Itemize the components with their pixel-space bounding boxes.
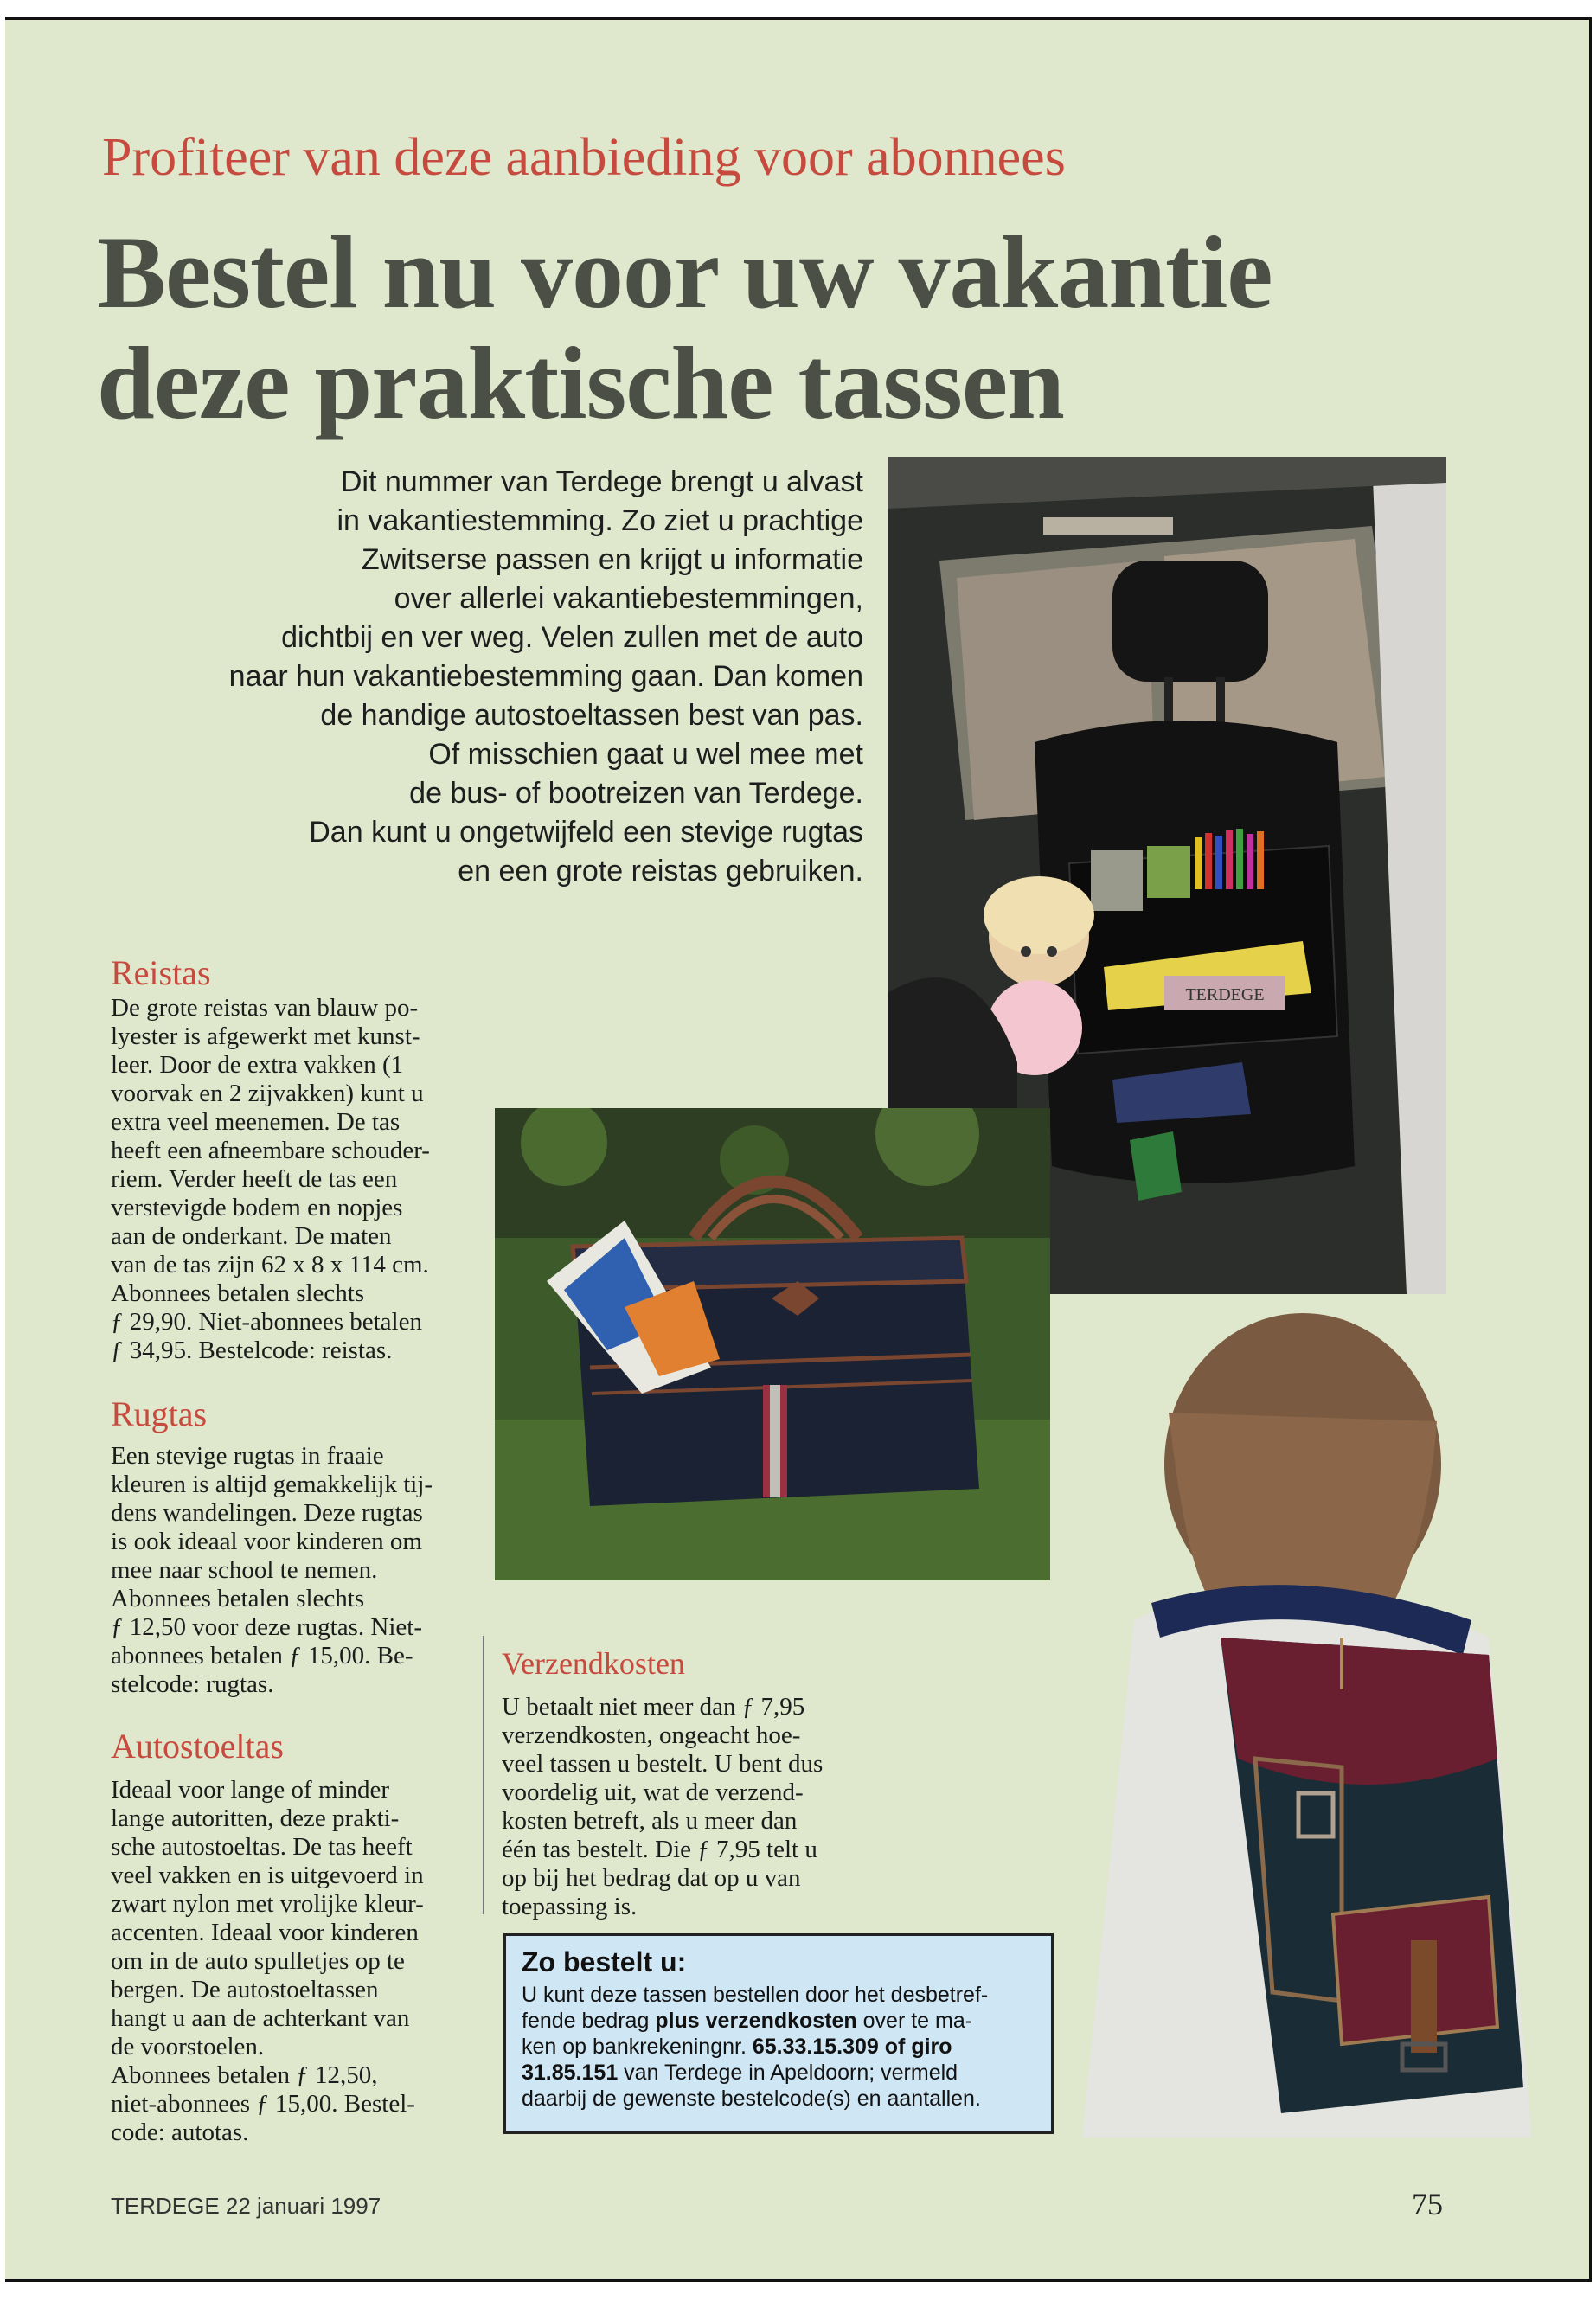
- account-number: 65.33.15.309 of giro: [752, 2035, 952, 2059]
- travel-bag-photo: [495, 1108, 1050, 1580]
- text-line: veel tassen u bestelt. U bent dus: [502, 1750, 824, 1778]
- order-body: [522, 1982, 1035, 2112]
- order-heading: Zo bestelt u:: [522, 1946, 687, 1977]
- bag-logo-text: TERDEGE: [1185, 985, 1265, 1004]
- section-body: [111, 1776, 491, 2147]
- intro-line: over allerlei vakantiebestemmingen,: [394, 582, 863, 615]
- section-heading: Autostoeltas: [111, 1727, 284, 1766]
- text-line: ƒ 29,90. Niet-abonnees betalen: [111, 1308, 422, 1336]
- text-line: aan de onderkant. De maten: [111, 1222, 392, 1250]
- text-line: mee naar school te nemen.: [111, 1556, 378, 1584]
- section-heading: Verzendkosten: [502, 1646, 685, 1681]
- text-line: voordelig uit, wat de verzend-: [502, 1779, 804, 1806]
- text-line: De grote reistas van blauw po-: [111, 994, 419, 1022]
- text-line: hangt u aan de achterkant van: [111, 2004, 410, 2032]
- text-line: toepassing is.: [502, 1893, 638, 1920]
- intro-line: dichtbij en ver weg. Velen zullen met de auto: [281, 621, 863, 654]
- text-line: om in de auto spulletjes op te: [111, 1947, 405, 1975]
- intro-line: Dit nummer van Terdege brengt u alvast: [340, 465, 863, 498]
- text-line: Een stevige rugtas in fraaie: [111, 1442, 384, 1470]
- column-divider: [483, 1636, 484, 1914]
- text-line: lyester is afgewerkt met kunst-: [111, 1022, 420, 1050]
- intro-line: naar hun vakantiebestemming gaan. Dan komen: [228, 660, 863, 693]
- text-line: lange autoritten, deze prakti-: [111, 1804, 400, 1832]
- order-info-box: [503, 1933, 1054, 2134]
- order-line: U kunt deze tassen bestellen door het desbetref-: [522, 1983, 989, 2007]
- section-body: [111, 1442, 491, 1699]
- text-line: de voorstoelen.: [111, 2033, 265, 2061]
- text-line: ƒ 34,95. Bestelcode: reistas.: [111, 1336, 393, 1364]
- text-line: niet-abonnees ƒ 15,00. Bestel-: [111, 2090, 415, 2118]
- order-emphasis: plus verzendkosten: [655, 2009, 857, 2033]
- text-line: extra veel meenemen. De tas: [111, 1108, 401, 1136]
- order-line: [522, 2060, 1035, 2086]
- text-line: riem. Verder heeft de tas een: [111, 1165, 398, 1193]
- text-line: bergen. De autostoeltassen: [111, 1976, 379, 2003]
- text-line: één tas bestelt. Die ƒ 7,95 telt u: [502, 1836, 817, 1863]
- intro-line: Zwitserse passen en krijgt u informatie: [361, 543, 863, 576]
- title-line-1: Bestel nu voor uw vakantie: [97, 215, 1272, 330]
- page-title: [97, 215, 1272, 440]
- footer-magazine-date: TERDEGE 22 januari 1997: [111, 2193, 381, 2219]
- intro-line: en een grote reistas gebruiken.: [458, 855, 863, 888]
- text-line: veel vakken en is uitgevoerd in: [111, 1862, 424, 1889]
- text-line: is ook ideaal voor kinderen om: [111, 1528, 422, 1555]
- section-heading: Rugtas: [111, 1394, 208, 1433]
- text-line: Ideaal voor lange of minder: [111, 1776, 390, 1804]
- text-line: zwart nylon met vrolijke kleur-: [111, 1890, 424, 1918]
- order-text: fende bedrag: [522, 2009, 656, 2033]
- magazine-page: [5, 17, 1592, 2282]
- order-line: [522, 2034, 1035, 2060]
- text-line: U betaalt niet meer dan ƒ 7,95: [502, 1693, 805, 1721]
- order-line: [522, 2008, 1035, 2034]
- text-line: Abonnees betalen ƒ 12,50,: [111, 2061, 378, 2089]
- page-number: 75: [1412, 2187, 1443, 2221]
- text-line: verstevigde bodem en nopjes: [111, 1194, 403, 1221]
- text-line: voorvak en 2 zijvakken) kunt u: [111, 1080, 424, 1107]
- backpack-photo: [1082, 1309, 1541, 2138]
- text-line: sche autostoeltas. De tas heeft: [111, 1833, 413, 1861]
- intro-line: de bus- of bootreizen van Terdege.: [409, 777, 863, 810]
- text-line: accenten. Ideaal voor kinderen: [111, 1919, 419, 1946]
- intro-paragraph: [161, 463, 863, 891]
- section-body: [111, 994, 491, 1365]
- section-autostoeltas: [111, 1726, 491, 2147]
- order-text: van Terdege in Apeldoorn; vermeld: [618, 2061, 958, 2085]
- section-reistas: [111, 952, 491, 1365]
- section-heading: Reistas: [111, 953, 211, 992]
- order-text: over te ma-: [856, 2009, 973, 2033]
- text-line: heeft een afneembare schouder-: [111, 1137, 430, 1164]
- giro-number: 31.85.151: [522, 2061, 619, 2085]
- section-rugtas: [111, 1394, 491, 1699]
- text-line: stelcode: rugtas.: [111, 1670, 274, 1698]
- order-text: ken op bankrekeningnr.: [522, 2035, 753, 2059]
- text-line: verzendkosten, ongeacht hoe-: [502, 1721, 801, 1749]
- text-line: leer. Door de extra vakken (1: [111, 1051, 404, 1079]
- text-line: code: autotas.: [111, 2118, 249, 2146]
- section-verzendkosten: [502, 1643, 934, 1921]
- text-line: ƒ 12,50 voor deze rugtas. Niet-: [111, 1613, 422, 1641]
- title-line-2: deze praktische tassen: [97, 325, 1064, 440]
- intro-line: de handige autostoeltassen best van pas.: [320, 699, 863, 732]
- kicker-headline: Profiteer van deze aanbieding voor abonnees: [102, 128, 1066, 187]
- text-line: Abonnees betalen slechts: [111, 1585, 365, 1612]
- intro-line: Dan kunt u ongetwijfeld een stevige rugtas: [309, 816, 863, 849]
- order-line: daarbij de gewenste bestelcode(s) en aantallen.: [522, 2086, 981, 2111]
- intro-line: Of misschien gaat u wel mee met: [428, 738, 863, 771]
- text-line: abonnees betalen ƒ 15,00. Be-: [111, 1642, 413, 1670]
- section-body: [502, 1693, 934, 1921]
- intro-line: in vakantiestemming. Zo ziet u prachtige: [337, 504, 863, 537]
- text-line: op bij het bedrag dat op u van: [502, 1864, 801, 1892]
- text-line: kleuren is altijd gemakkelijk tij-: [111, 1471, 433, 1498]
- text-line: kosten betreft, als u meer dan: [502, 1807, 798, 1835]
- text-line: Abonnees betalen slechts: [111, 1279, 365, 1307]
- text-line: van de tas zijn 62 x 8 x 114 cm.: [111, 1251, 429, 1279]
- text-line: dens wandelingen. Deze rugtas: [111, 1499, 423, 1527]
